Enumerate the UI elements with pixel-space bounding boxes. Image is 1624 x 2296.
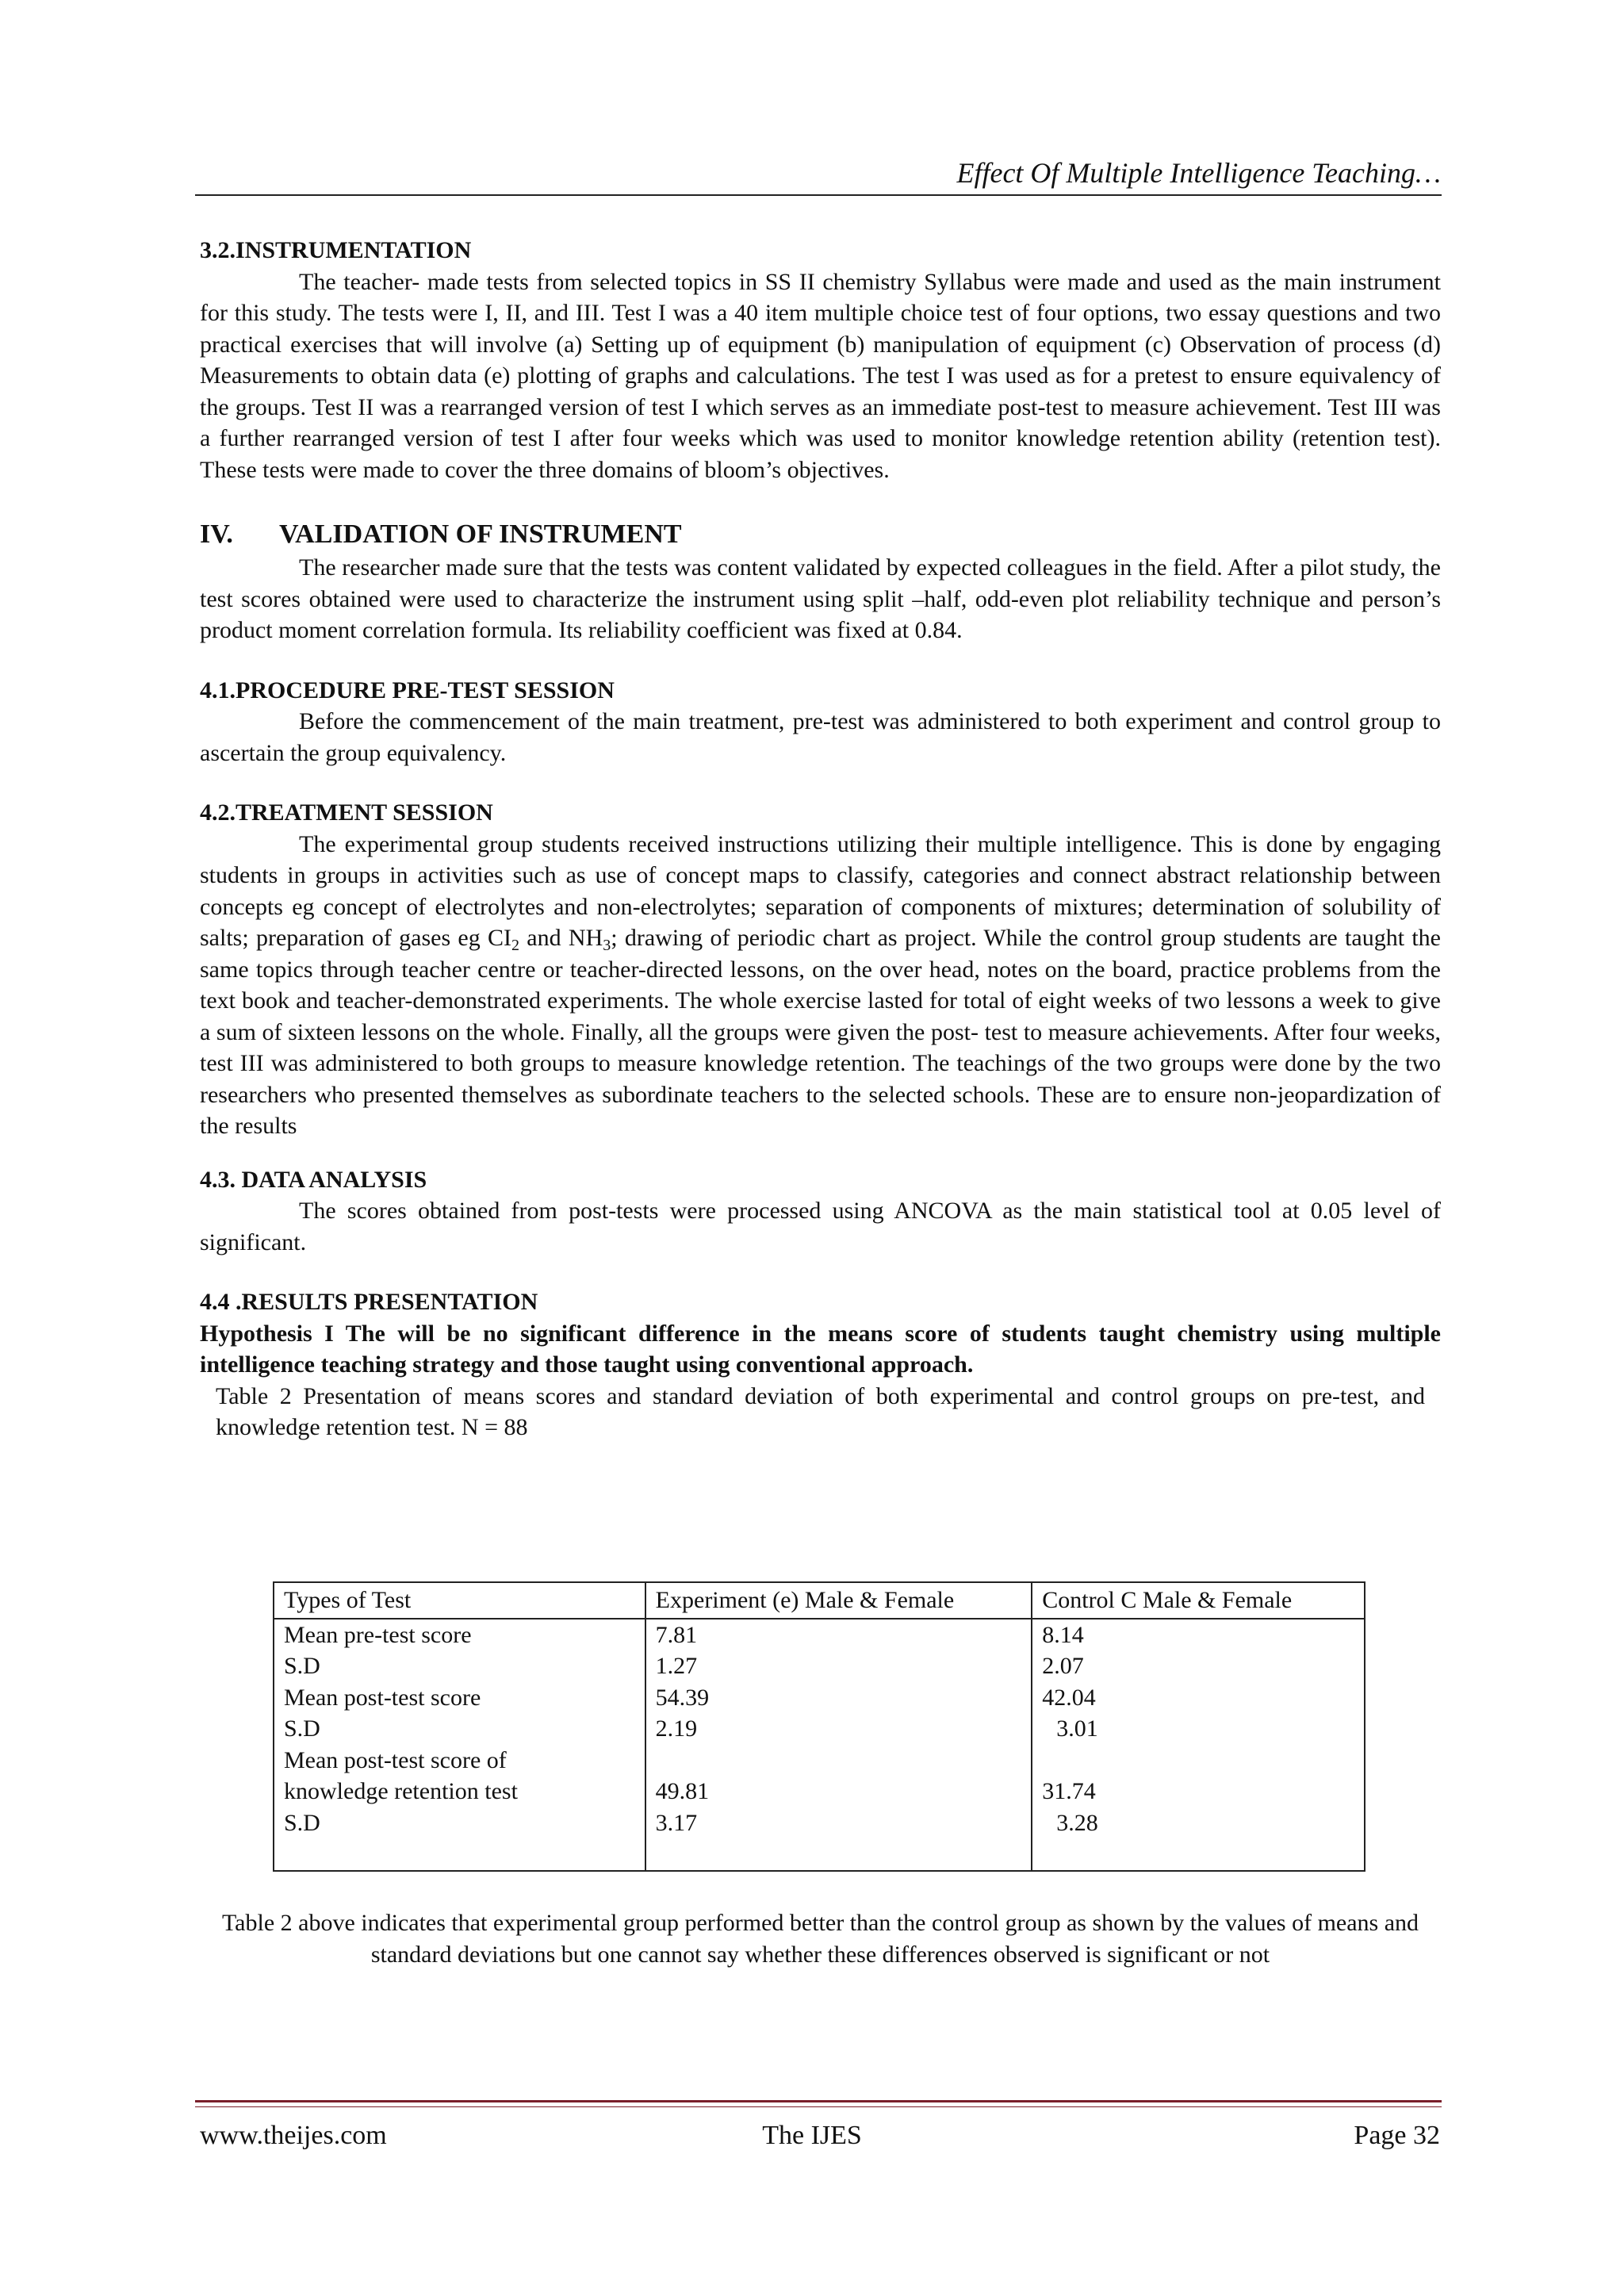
table-caption: Table 2 Presentation of means scores and standard deviation of both experimental and control groups on pre-test, and knowledge retention test. N = 88 [216, 1382, 1425, 1440]
table-cell-experiment: 54.39 [645, 1682, 1032, 1714]
table-cell-label: S.D [274, 1713, 645, 1745]
table-row [274, 1619, 1365, 1651]
table-row [274, 1713, 1365, 1745]
subscript-3: 3 [603, 937, 611, 954]
table-cell-control: 8.14 [1032, 1619, 1365, 1651]
table-row [274, 1807, 1365, 1872]
table-cell-label: Mean pre-test score [274, 1619, 645, 1651]
table-cell-label: Mean post-test score [274, 1682, 645, 1714]
footer-journal: The IJES [762, 2121, 862, 2150]
table-header-cell: Control C Male & Female [1032, 1582, 1365, 1619]
table-cell-control: 2.07 [1032, 1650, 1365, 1682]
subscript-2: 2 [511, 937, 520, 954]
table-commentary: Table 2 above indicates that experimental group performed better than the control group as shown by the values of means and standard deviations but one cannot say whether these differences observed is significant or not [221, 1910, 1419, 1968]
footer-page-number: Page 32 [1354, 2121, 1440, 2150]
table-header-row [274, 1582, 1365, 1619]
table-cell-control: 3.01 [1032, 1713, 1365, 1745]
treatment-text-part2: and NH [519, 925, 603, 951]
table-row [274, 1650, 1365, 1682]
table-cell-experiment: 3.17 [645, 1807, 1032, 1872]
table-cell-label: S.D [274, 1807, 645, 1872]
table-cell-experiment [645, 1745, 1032, 1777]
header-rule [195, 194, 1442, 196]
paragraph-instrumentation: The teacher- made tests from selected topics in SS II chemistry Syllabus were made and used as the main instrument for this study. The tests were I, II, and III. Test I was a 40 item multiple choice test of four options, two essay questions and two practical exercises that will involve (a) Setting up of equipment (b) manipulation of equipment (c) Observation of process (d) Measurements to obtain data (e) plotting of graphs and calculations. The test I was used as for a pretest to ensure equivalency of the groups. Test II was a rearranged version of test I which serves as an immediate post-test to measure achievement. Test III was a further rearranged version of test I after four weeks which was used to monitor knowledge retention ability (retention test). These tests were made to cover the three domains of bloom’s objectives. [200, 268, 1441, 483]
section-heading-treatment: 4.2.TREATMENT SESSION [200, 799, 493, 826]
table-cell-experiment: 49.81 [645, 1776, 1032, 1807]
body-content [200, 235, 1441, 1443]
table-cell-label: Mean post-test score of [274, 1745, 645, 1777]
section-heading-validation [200, 517, 1441, 552]
paragraph-pretest: Before the commencement of the main treatment, pre-test was administered to both experiment and control group to ascertain the group equivalency. [200, 708, 1441, 766]
treatment-text-part1: The experimental group students received instructions utilizing their multiple intelligence. This is done by engaging students in groups in activities such as use of concept maps to classify, categories and connect abstract relationship between concepts eg concept of electrolytes and non-electrolytes; separation of components of mixtures; determination of solubility of salts; preparation of gases eg CI [200, 830, 1441, 951]
footer-website: www.theijes.com [200, 2121, 387, 2150]
table-header-cell: Experiment (e) Male & Female [645, 1582, 1032, 1619]
section-heading-instrumentation: 3.2.INSTRUMENTATION [200, 237, 472, 263]
table-cell-control: 31.74 [1032, 1776, 1365, 1807]
table-row [274, 1776, 1365, 1807]
table-cell-experiment: 1.27 [645, 1650, 1032, 1682]
paragraph-validation: The researcher made sure that the tests was content validated by expected colleagues in the field. After a pilot study, the test scores obtained were used to characterize the instrument using split –half, odd-even plot reliability technique and person’s product moment correlation formula. Its reliability coefficient was fixed at 0.84. [200, 554, 1441, 643]
table-header-cell: Types of Test [274, 1582, 645, 1619]
table-cell-control: 42.04 [1032, 1682, 1365, 1714]
paragraph-treatment [200, 829, 1441, 1142]
treatment-text-part3: ; drawing of periodic chart as project. While the control group students are taught the same topics through teacher centre or teacher-directed lessons, on the over head, notes on the board, practice problems from the text book and teacher-demonstrated experiments. The whole exercise lasted for total of eight weeks of two lessons a week to give a sum of sixteen lessons on the whole. Finally, all the groups were given the post- test to measure achievements. After four weeks, test III was administered to both groups to measure knowledge retention. The teachings of the two groups were done by the two researchers who presented themselves as subordinate teachers to the selected schools. These are to ensure non-jeopardization of the results [200, 925, 1441, 1139]
table-cell-label: knowledge retention test [274, 1776, 645, 1807]
table-cell-control [1032, 1745, 1365, 1777]
table-row [274, 1682, 1365, 1714]
table-cell-experiment: 7.81 [645, 1619, 1032, 1651]
section-heading-pretest: 4.1.PROCEDURE PRE-TEST SESSION [200, 677, 615, 703]
table-cell-control: 3.28 [1032, 1807, 1365, 1872]
table-row [274, 1745, 1365, 1777]
table-cell-experiment: 2.19 [645, 1713, 1032, 1745]
footer-rule-thin [195, 2106, 1442, 2107]
section-title: VALIDATION OF INSTRUMENT [279, 519, 682, 549]
section-heading-analysis: 4.3. DATA ANALYSIS [200, 1166, 427, 1193]
section-number: IV. [200, 519, 233, 549]
hypothesis-statement: Hypothesis I The will be no significant difference in the means score of students taught chemistry using multiple intelligence teaching strategy and those taught using conventional approach. [200, 1320, 1441, 1378]
table-cell-label: S.D [274, 1650, 645, 1682]
section-heading-results: 4.4 .RESULTS PRESENTATION [200, 1289, 538, 1315]
paragraph-analysis: The scores obtained from post-tests were processed using ANCOVA as the main statistical tool at 0.05 level of significant. [200, 1198, 1441, 1255]
results-table [273, 1581, 1365, 1872]
running-title: Effect Of Multiple Intelligence Teaching… [956, 157, 1441, 189]
footer-rule-thick [195, 2100, 1442, 2102]
